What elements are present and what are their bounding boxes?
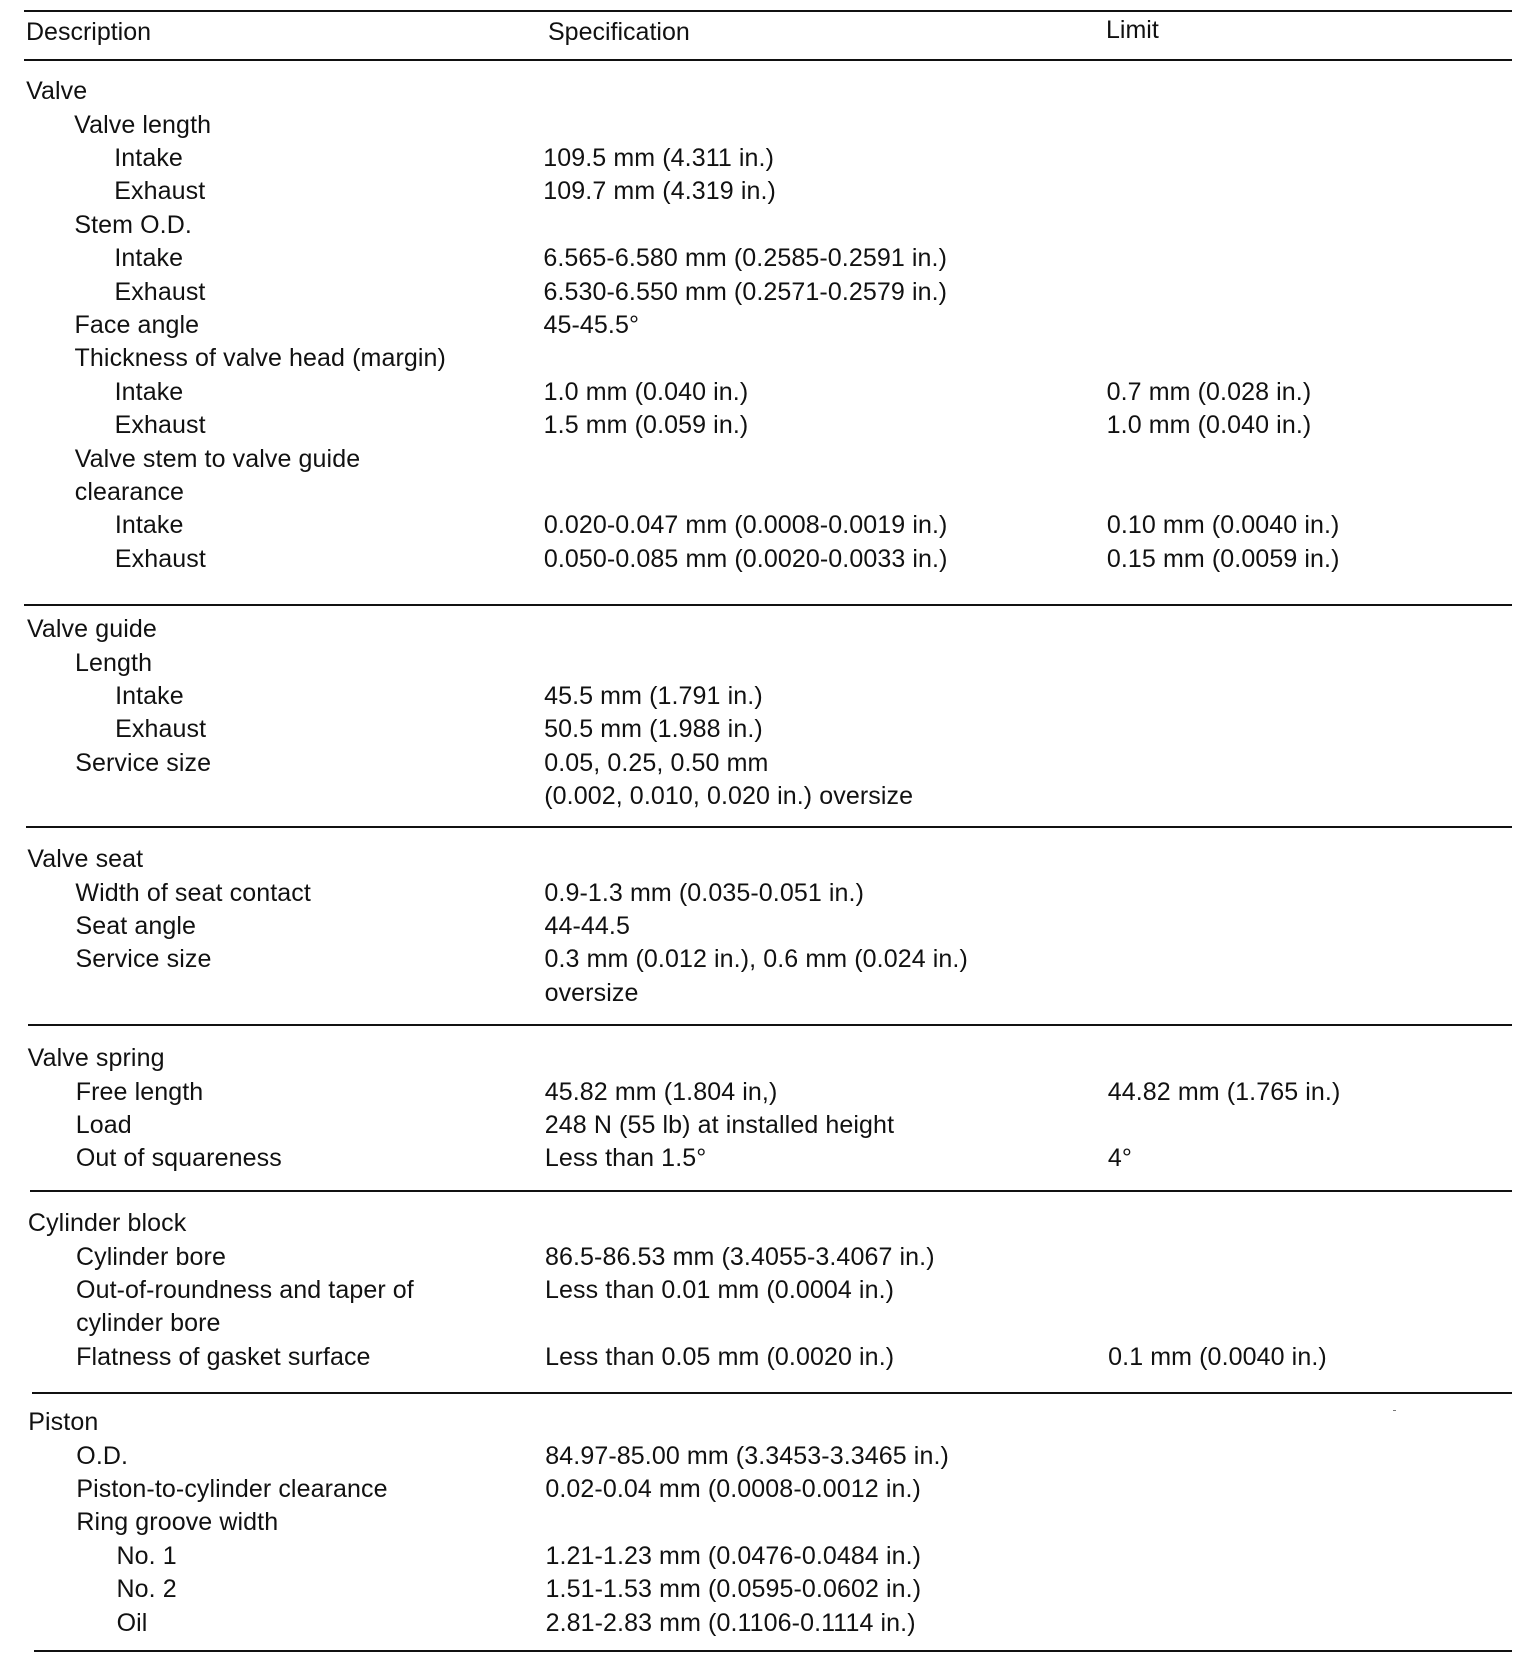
row-limit: 1.0 mm (0.040 in.) (1106, 411, 1312, 440)
row-description: Valve stem to valve guide (74, 444, 361, 473)
row-description: cylinder bore (76, 1309, 221, 1338)
section-title: Valve spring (27, 1044, 165, 1072)
row-description: Piston-to-cylinder clearance (76, 1474, 388, 1503)
row-specification: oversize (544, 978, 639, 1007)
row-description: No. 2 (116, 1575, 177, 1604)
row-description: Intake (114, 143, 183, 172)
row-specification: 0.050-0.085 mm (0.0020-0.0033 in.) (543, 544, 948, 573)
row-specification: 1.5 mm (0.059 in.) (543, 411, 749, 440)
section-title: Cylinder block (27, 1209, 187, 1237)
row-specification: 6.565-6.580 mm (0.2585-0.2591 in.) (543, 244, 948, 273)
row-specification: Less than 0.01 mm (0.0004 in.) (545, 1275, 895, 1304)
row-limit: 0.7 mm (0.028 in.) (1106, 377, 1312, 406)
table-bottom-rule (34, 1650, 1512, 1652)
section-divider (28, 1024, 1512, 1026)
row-description: Cylinder bore (75, 1242, 226, 1271)
row-specification: 50.5 mm (1.988 in.) (544, 715, 763, 744)
row-description: Exhaust (114, 544, 206, 573)
row-specification: 0.9-1.3 mm (0.035-0.051 in.) (544, 878, 865, 907)
row-description: Oil (116, 1608, 148, 1637)
row-description: Stem O.D. (74, 210, 192, 239)
row-description: O.D. (76, 1441, 129, 1470)
row-description: Out-of-roundness and taper of (76, 1275, 414, 1304)
row-description: Service size (75, 748, 212, 777)
column-header-description: Description (26, 18, 152, 46)
row-description: Load (75, 1110, 132, 1139)
row-limit: 0.15 mm (0.0059 in.) (1106, 544, 1340, 573)
row-limit: 0.10 mm (0.0040 in.) (1106, 511, 1340, 540)
row-description: Width of seat contact (75, 878, 311, 907)
row-description: Intake (115, 681, 184, 710)
row-description: Intake (114, 244, 184, 273)
row-description: Exhaust (114, 177, 206, 206)
section-title: Piston (28, 1408, 99, 1436)
row-specification: 1.21-1.23 mm (0.0476-0.0484 in.) (545, 1541, 922, 1570)
row-specification: 45.5 mm (1.791 in.) (544, 681, 763, 710)
row-specification: 0.3 mm (0.012 in.), 0.6 mm (0.024 in.) (544, 945, 968, 974)
row-description: Valve length (74, 110, 212, 139)
row-limit: 0.1 mm (0.0040 in.) (1108, 1342, 1327, 1371)
column-header-limit: Limit (1106, 16, 1159, 44)
row-specification: 0.020-0.047 mm (0.0008-0.0019 in.) (543, 511, 948, 540)
section-divider (32, 1392, 1512, 1394)
row-limit: 4° (1107, 1144, 1132, 1173)
row-specification: 45.82 mm (1.804 in,) (544, 1077, 778, 1106)
section-divider (26, 826, 1512, 828)
row-description: clearance (74, 477, 185, 506)
column-header-specification: Specification (548, 18, 690, 46)
table-top-rule (24, 10, 1512, 12)
row-specification: 84.97-85.00 mm (3.3453-3.3465 in.) (545, 1441, 949, 1470)
row-specification: 1.0 mm (0.040 in.) (543, 377, 749, 406)
row-description: Length (75, 648, 153, 677)
row-description: Face angle (74, 310, 200, 339)
header-bottom-rule (24, 59, 1512, 61)
row-specification: Less than 1.5° (544, 1144, 707, 1173)
row-specification: 2.81-2.83 mm (0.1106-0.1114 in.) (545, 1608, 916, 1637)
row-description: Service size (75, 945, 212, 974)
row-description: No. 1 (116, 1541, 177, 1570)
row-description: Exhaust (115, 715, 207, 744)
row-description: Intake (114, 511, 184, 540)
row-description: Exhaust (114, 277, 206, 306)
row-specification: 86.5-86.53 mm (3.4055-3.4067 in.) (544, 1242, 935, 1271)
row-description: Thickness of valve head (margin) (74, 344, 446, 373)
row-specification: 1.51-1.53 mm (0.0595-0.0602 in.) (545, 1575, 922, 1604)
row-specification: 109.5 mm (4.311 in.) (543, 143, 775, 172)
section-title: Valve guide (26, 615, 157, 643)
section-title: Valve (26, 77, 88, 105)
row-specification: (0.002, 0.010, 0.020 in.) oversize (544, 782, 914, 811)
row-specification: Less than 0.05 mm (0.0020 in.) (545, 1342, 895, 1371)
row-specification: 248 N (55 lb) at installed height (544, 1110, 895, 1139)
scan-speck (1393, 1410, 1396, 1411)
section-divider (30, 1190, 1512, 1192)
row-specification: 45-45.5° (543, 310, 640, 339)
row-specification: 44-44.5 (544, 911, 630, 940)
row-limit: 44.82 mm (1.765 in.) (1107, 1077, 1341, 1106)
row-description: Flatness of gasket surface (76, 1342, 371, 1371)
row-specification: 109.7 mm (4.319 in.) (543, 177, 776, 206)
row-description: Out of squareness (75, 1144, 282, 1173)
row-description: Seat angle (75, 911, 196, 940)
row-description: Exhaust (114, 411, 206, 440)
row-description: Intake (114, 377, 184, 406)
section-divider (24, 604, 1512, 606)
row-description: Free length (75, 1077, 204, 1106)
row-specification: 0.02-0.04 mm (0.0008-0.0012 in.) (545, 1474, 921, 1503)
row-specification: 6.530-6.550 mm (0.2571-0.2579 in.) (543, 277, 948, 306)
row-specification: 0.05, 0.25, 0.50 mm (544, 748, 769, 777)
section-title: Valve seat (27, 845, 144, 873)
row-description: Ring groove width (76, 1508, 279, 1537)
